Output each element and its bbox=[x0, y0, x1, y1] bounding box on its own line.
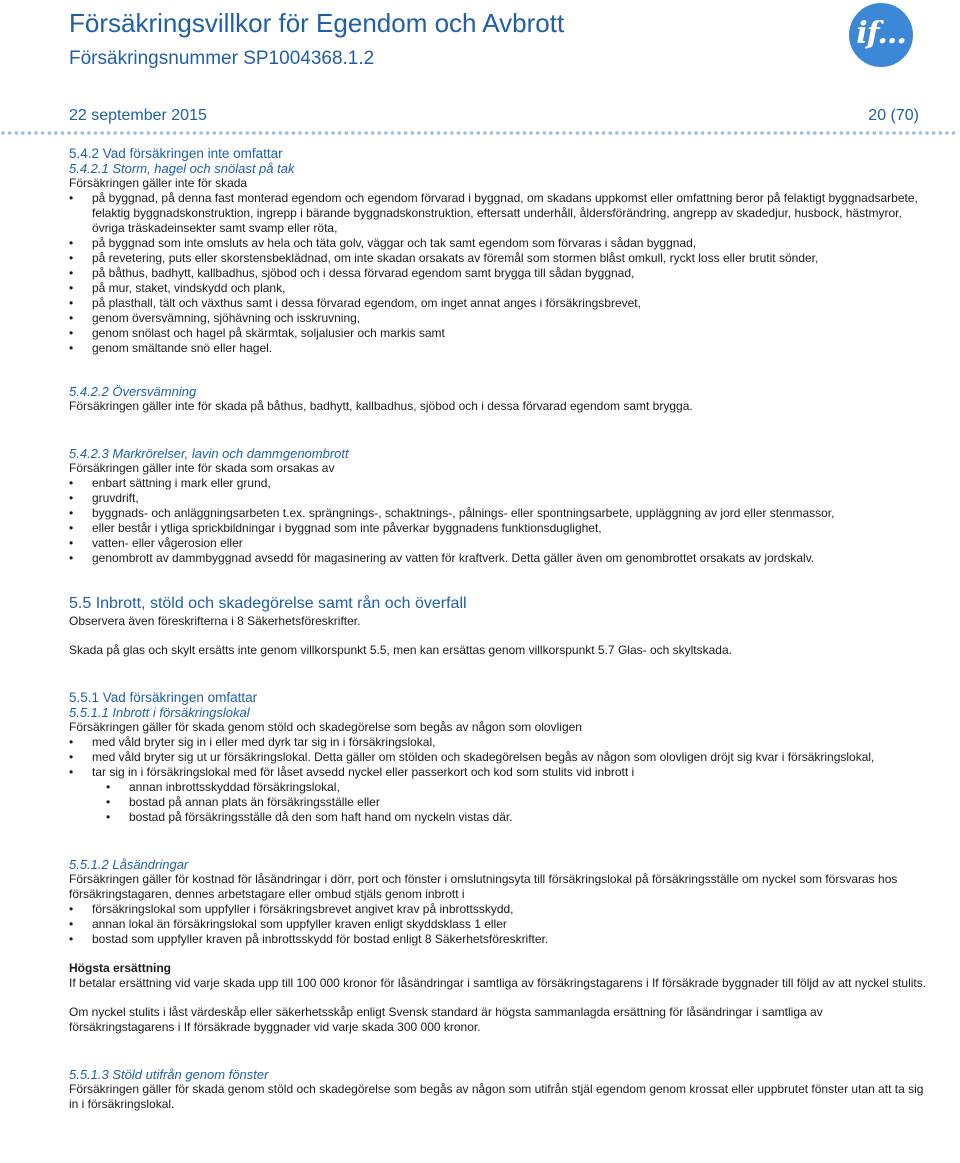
list-item: • bostad på annan plats än försäkringsställe eller bbox=[69, 795, 929, 810]
subsection-heading-5-5-1-1: 5.5.1.1 Inbrott i försäkringslokal bbox=[69, 705, 250, 720]
paragraph: Försäkringen gäller inte för skada på båthus, badhytt, kallbadhus, sjöbod och i dessa förvarad egendom samt brygga. bbox=[69, 399, 693, 413]
section-heading-5-4-2: 5.4.2 Vad försäkringen inte omfattar bbox=[69, 146, 283, 161]
list-item: • annan inbrottsskyddad försäkringslokal, bbox=[69, 780, 929, 795]
list-item: • genombrott av dammbyggnad avsedd för magasinering av vatten för kraftverk. Detta gäller även om genombrottet orsakats av jordskalv. bbox=[69, 551, 929, 566]
list-item: • med våld bryter sig ut ur försäkringslokal. Detta gäller om stölden och skadegörelsen begås av någon som olovligen dröjt sig kvar i försäkringslokal, bbox=[69, 750, 929, 765]
list-item: • på båthus, badhytt, kallbadhus, sjöbod och i dessa förvarad egendom samt brygga till sådan byggnad, bbox=[69, 266, 929, 281]
list-item: • försäkringslokal som uppfyller i försäkringsbrevet angivet krav på inbrottsskydd, bbox=[69, 902, 929, 917]
list-item: • genom smältande snö eller hagel. bbox=[69, 341, 929, 356]
policy-number: Försäkringsnummer SP1004368.1.2 bbox=[69, 48, 375, 69]
subsection-heading-5-4-2-3: 5.4.2.3 Markrörelser, lavin och dammgenombrott bbox=[69, 446, 349, 461]
document-body bbox=[69, 146, 929, 1112]
list-item: • eller består i ytliga sprickbildningar i byggnad som inte påverkar byggnadens funktionsduglighet, bbox=[69, 521, 929, 536]
paragraph: Försäkringen gäller inte för skada bbox=[69, 176, 248, 190]
paragraph: Observera även föreskrifterna i 8 Säkerhetsföreskrifter. bbox=[69, 614, 361, 628]
list-item: • på mur, staket, vindskydd och plank, bbox=[69, 281, 929, 296]
list-item: • bostad på försäkringsställe då den som haft hand om nyckeln vistas där. bbox=[69, 810, 929, 825]
document-date: 22 september 2015 bbox=[69, 107, 207, 124]
list-item: • genom snölast och hagel på skärmtak, soljalusier och markis samt bbox=[69, 326, 929, 341]
list-item: • bostad som uppfyller kraven på inbrottsskydd för bostad enligt 8 Säkerhetsföreskrifter. bbox=[69, 932, 929, 947]
list-item: • vatten- eller vågerosion eller bbox=[69, 536, 929, 551]
paragraph: Skada på glas och skylt ersätts inte genom villkorspunkt 5.5, men kan ersättas genom villkorspunkt 5.7 Glas- och skyltskada. bbox=[69, 643, 732, 657]
paragraph: Försäkringen gäller för kostnad för låsändringar i dörr, port och fönster i omslutningsyta till försäkringslokal på försäkringsställe om nyckel som försvaras hos försäkringstagaren, dennes arbetstagare eller ombud stjäls genom inbrott i bbox=[69, 872, 898, 901]
paragraph: If betalar ersättning vid varje skada upp till 100 000 kronor för låsändringar i samtliga av försäkringstagarens i If försäkrade byggnader till följd av att nyckel stulits. bbox=[69, 976, 927, 990]
list-item: • på revetering, puts eller skorstensbeklädnad, om inte skadan orsakats av föremål som stormen blåst omkull, ryckt loss eller brutit sönder, bbox=[69, 251, 929, 266]
list-item: • enbart sättning i mark eller grund, bbox=[69, 476, 929, 491]
list-item: • annan lokal än försäkringslokal som uppfyller kraven enligt skyddsklass 1 eller bbox=[69, 917, 929, 932]
paragraph: Försäkringen gäller för skada genom stöld och skadegörelse som begås av någon som utifrån stjäl egendom genom krossat eller uppbrutet fönster utan att ta sig in i försäkringslokal. bbox=[69, 1082, 924, 1111]
paragraph: Om nyckel stulits i låst värdeskåp eller säkerhetsskåp enligt Svensk standard är högsta sammanlagda ersättning för låsändringar i samtliga av försäkringstagarens i If försäkrade byggnader vid varje skada 300 000 kronor. bbox=[69, 1005, 823, 1034]
section-heading-5-5-1: 5.5.1 Vad försäkringen omfattar bbox=[69, 690, 258, 705]
list-item: • på byggnad, på denna fast monterad egendom och egendom förvarad i byggnad, om skadans uppkomst eller omfattning beror på felaktigt byggnadsarbete, felaktig byggnadskonstruktion, ingrepp i bärande byggnadskonstruktion, eftersatt underhåll, åldersförändring, angrepp av skadedjur, husbock, hästmyror, övriga träskadeinsekter samt svamp eller röta, bbox=[69, 191, 929, 236]
subsection-heading-5-5-1-2: 5.5.1.2 Låsändringar bbox=[69, 857, 189, 872]
paragraph: Försäkringen gäller för skada genom stöld och skadegörelse som begås av någon som olovligen bbox=[69, 720, 582, 734]
list-item: • på plasthall, tält och växthus samt i dessa förvarad egendom, om inget annat anges i försäkringsbrevet, bbox=[69, 296, 929, 311]
coverage-sublist bbox=[69, 780, 929, 825]
list-item: • gruvdrift, bbox=[69, 491, 929, 506]
list-item: • tar sig in i försäkringslokal med för låset avsedd nyckel eller passerkort och kod som stulits vid inbrott i bbox=[69, 765, 929, 780]
section-heading-5-5: 5.5 Inbrott, stöld och skadegörelse samt rån och överfall bbox=[69, 595, 467, 612]
coverage-list-locks bbox=[69, 902, 929, 947]
paragraph: Försäkringen gäller inte för skada som orsakas av bbox=[69, 461, 335, 475]
exclusion-list-storm bbox=[69, 191, 929, 356]
subsection-heading-5-5-1-3: 5.5.1.3 Stöld utifrån genom fönster bbox=[69, 1067, 269, 1082]
page-number: 20 (70) bbox=[868, 107, 919, 124]
list-item: • med våld bryter sig in i eller med dyrk tar sig in i försäkringslokal, bbox=[69, 735, 929, 750]
if-logo: if... bbox=[849, 3, 913, 67]
dotted-divider bbox=[0, 130, 960, 136]
exclusion-list-ground bbox=[69, 476, 929, 566]
list-item: • byggnads- och anläggningsarbeten t.ex. sprängnings-, schaktnings-, pålnings- eller spontningsarbete, uppläggning av jord eller stenmassor, bbox=[69, 506, 929, 521]
list-item: • genom översvämning, sjöhävning och isskruvning, bbox=[69, 311, 929, 326]
list-item: • på byggnad som inte omsluts av hela och täta golv, väggar och tak samt egendom som förvaras i sådan byggnad, bbox=[69, 236, 929, 251]
document-title: Försäkringsvillkor för Egendom och Avbrott bbox=[69, 8, 565, 38]
max-compensation-heading: Högsta ersättning bbox=[69, 961, 172, 975]
subsection-heading-5-4-2-2: 5.4.2.2 Översvämning bbox=[69, 384, 197, 399]
coverage-list-burglary bbox=[69, 735, 929, 780]
subsection-heading-5-4-2-1: 5.4.2.1 Storm, hagel och snölast på tak bbox=[69, 161, 295, 176]
